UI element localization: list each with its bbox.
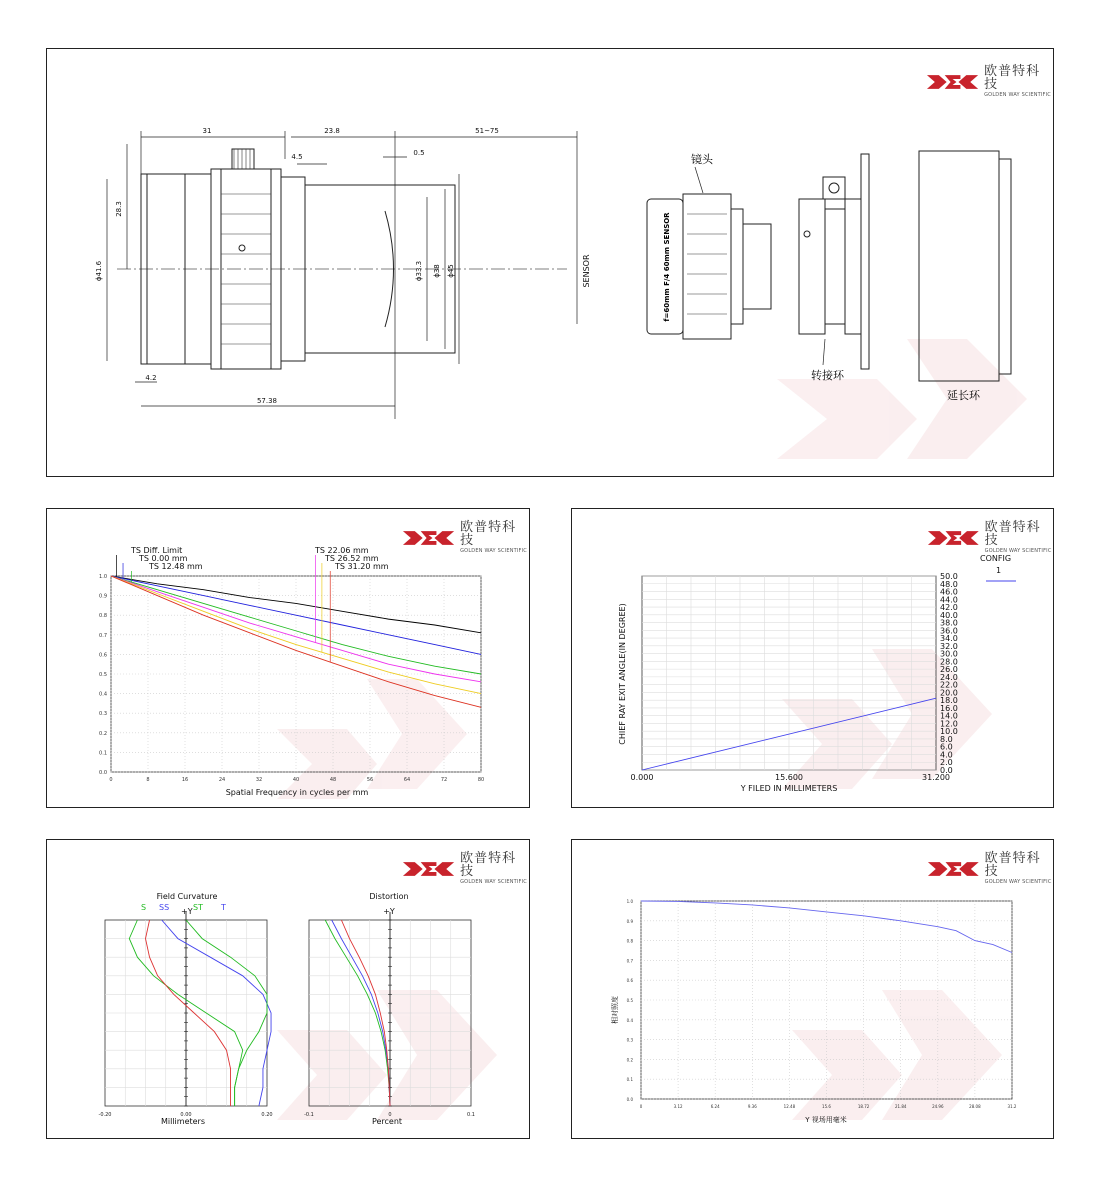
aberration-chart <box>47 840 529 1138</box>
cra-y-tick: 8.0 <box>940 734 953 744</box>
mtf-legend-3: TS 22.06 mm <box>315 546 369 555</box>
cra-y-tick: 42.0 <box>940 603 958 613</box>
mtf-legend-4: TS 26.52 mm <box>325 554 379 563</box>
dim-41-6: ϕ41.6 <box>95 260 103 282</box>
fc-x-tick: 0.00 <box>180 1112 192 1118</box>
ri-xlabel: Y 视场用毫米 <box>805 1116 847 1124</box>
mtf-x-tick: 48 <box>329 777 337 783</box>
cra-y-tick: 34.0 <box>940 634 958 644</box>
fc-legend-s: S <box>141 903 147 912</box>
dist-xlabel: Percent <box>371 1117 403 1126</box>
ri-y-tick: 0.5 <box>626 998 633 1003</box>
ri-y-tick: 0.7 <box>626 958 633 964</box>
drawing-panel <box>46 48 1054 477</box>
brand-name-cn: 欧普特科技 <box>984 851 1041 879</box>
dim-23-8: 23.8 <box>324 127 340 135</box>
ri-y-tick: 0.8 <box>626 938 633 944</box>
cra-x-tick: 0.000 <box>630 773 654 782</box>
dim-57-38: 57.38 <box>256 397 278 405</box>
mtf-legend-0: TS Diff. Limit <box>131 546 183 555</box>
ri-x-tick: 18.72 <box>857 1104 870 1109</box>
brand-name-en: GOLDEN WAY SCIENTIFIC <box>460 879 527 885</box>
brand-name-cn: 欧普特科技 <box>984 520 1041 548</box>
ri-x-tick: 0 <box>639 1104 643 1109</box>
illumination-panel <box>571 839 1054 1139</box>
ri-x-tick: 6.24 <box>710 1104 720 1109</box>
mtf-y-tick: 0.4 <box>99 691 107 698</box>
cra-config-value: 1 <box>996 566 1002 575</box>
mtf-legend-2: TS 12.48 mm <box>149 562 203 571</box>
cra-y-tick: 24.0 <box>940 672 958 682</box>
fc-xlabel: Millimeters <box>160 1117 206 1126</box>
mtf-x-tick: 80 <box>477 777 485 783</box>
mtf-legend-5: TS 31.20 mm <box>335 562 389 571</box>
mtf-y-tick: 0.3 <box>99 711 107 718</box>
cra-xlabel: Y FILED IN MILLIMETERS <box>740 784 838 793</box>
cra-x-tick: 15.600 <box>775 773 803 782</box>
ri-x-tick: 28.08 <box>969 1104 981 1109</box>
cra-y-tick: 38.0 <box>940 618 958 628</box>
fc-x-tick: 0.20 <box>261 1112 273 1118</box>
cra-y-tick: 16.0 <box>940 703 958 713</box>
adapter-label: 转接环 <box>811 369 844 382</box>
ri-x-tick: 21.84 <box>894 1104 907 1109</box>
cra-y-tick: 6.0 <box>940 742 953 752</box>
fc-legend-y: +Y <box>181 907 193 916</box>
cra-y-tick: 2.0 <box>940 758 953 768</box>
aberration-panel <box>46 839 530 1139</box>
mtf-x-tick: 72 <box>440 777 448 783</box>
brand-name-en: GOLDEN WAY SCIENTIFIC <box>460 548 527 554</box>
sensor-label: SENSOR <box>582 254 591 288</box>
cra-y-tick: 46.0 <box>940 587 958 597</box>
brand-name-cn: 欧普特科技 <box>460 851 517 879</box>
mtf-x-tick: 40 <box>292 777 300 783</box>
illumination-chart <box>572 840 1053 1138</box>
mtf-y-tick: 0.1 <box>99 750 107 757</box>
cra-y-tick: 10.0 <box>940 727 958 737</box>
ri-y-tick: 0.9 <box>626 918 633 924</box>
cra-panel <box>571 508 1054 808</box>
brand-name-en: GOLDEN WAY SCIENTIFIC <box>984 548 1052 554</box>
mtf-y-tick: 0.8 <box>99 613 107 620</box>
mtf-y-tick: 0.2 <box>99 730 107 737</box>
ri-y-tick: 1.0 <box>626 899 633 904</box>
cra-y-tick: 50.0 <box>940 572 958 581</box>
cra-x-tick: 31.200 <box>922 773 950 782</box>
mtf-panel <box>46 508 530 808</box>
cra-y-tick: 22.0 <box>940 680 958 690</box>
cra-y-tick: 20.0 <box>940 688 958 698</box>
ri-ylabel: 相对照度 <box>611 996 619 1024</box>
brand-name-en: GOLDEN WAY SCIENTIFIC <box>984 92 1051 98</box>
dist-axis-label: +Y <box>383 907 395 916</box>
fc-legend-ss: SS <box>159 903 170 912</box>
mtf-y-tick: 0.7 <box>99 632 107 639</box>
brand-name-en: GOLDEN WAY SCIENTIFIC <box>984 879 1052 885</box>
cra-y-tick: 40.0 <box>940 610 958 620</box>
mtf-y-tick: 0.6 <box>99 652 107 659</box>
ri-series-line <box>641 901 1012 952</box>
lens-label: 镜头 <box>691 153 713 166</box>
dist-x-tick: 0.1 <box>467 1112 475 1118</box>
brand-name-cn: 欧普特科技 <box>984 64 1041 92</box>
dim-28-3: 28.3 <box>115 201 123 217</box>
dim-0-5: 0.5 <box>413 149 425 157</box>
dim-38: ϕ38 <box>433 264 441 278</box>
mtf-x-tick: 56 <box>366 777 374 783</box>
mtf-legend-1: TS 0.00 mm <box>139 554 188 563</box>
cra-chart <box>572 509 1053 807</box>
ri-y-tick: 0.4 <box>626 1017 633 1023</box>
cra-y-tick: 32.0 <box>940 641 958 651</box>
fc-x-tick: -0.20 <box>98 1112 112 1118</box>
cra-y-tick: 12.0 <box>940 719 958 729</box>
mtf-x-tick: 64 <box>403 777 411 783</box>
dim-33-3: ϕ33.3 <box>415 260 423 282</box>
ri-x-tick: 24.96 <box>932 1104 944 1109</box>
dist-x-tick: 0 <box>388 1112 392 1118</box>
dim-51-75: 51~75 <box>475 127 499 135</box>
ri-x-tick: 9.36 <box>747 1104 757 1109</box>
mtf-y-tick: 0.5 <box>99 672 107 678</box>
ri-y-tick: 0.0 <box>626 1097 633 1102</box>
mtf-y-tick: 0.0 <box>99 770 107 776</box>
watermark <box>777 339 1027 459</box>
mtf-x-tick: 8 <box>146 777 150 783</box>
cra-y-tick: 44.0 <box>940 595 958 605</box>
mtf-y-tick: 1.0 <box>99 574 107 580</box>
fc-legend-t: T <box>221 903 226 912</box>
dist-title: Distortion <box>369 892 409 901</box>
ri-x-tick: 12.48 <box>783 1104 796 1109</box>
ri-y-tick: 0.6 <box>626 978 633 984</box>
cra-y-tick: 26.0 <box>940 665 958 675</box>
extension-label: 延长环 <box>947 389 980 402</box>
mtf-x-tick: 16 <box>181 777 189 783</box>
cra-y-tick: 48.0 <box>940 579 958 589</box>
mtf-chart <box>47 509 529 807</box>
cra-y-tick: 36.0 <box>940 626 958 636</box>
dist-x-tick: -0.1 <box>304 1112 314 1118</box>
cra-config-label: CONFIG <box>980 554 1012 563</box>
mtf-y-tick: 0.9 <box>99 593 107 600</box>
ri-y-tick: 0.2 <box>626 1057 633 1063</box>
mtf-x-tick: 24 <box>218 777 226 783</box>
cra-y-tick: 30.0 <box>940 649 958 659</box>
cra-y-tick: 4.0 <box>940 750 953 760</box>
cra-y-tick: 18.0 <box>940 696 958 706</box>
fc-legend-st: ST <box>193 903 203 912</box>
lens-body-text: f=60mm F/4 60mm SENSOR <box>663 212 671 322</box>
dim-31: 31 <box>202 127 212 135</box>
ri-y-tick: 0.3 <box>626 1037 633 1043</box>
brand-name-cn: 欧普特科技 <box>460 520 517 548</box>
cra-y-tick: 14.0 <box>940 711 958 721</box>
dim-4-2: 4.2 <box>145 374 157 382</box>
dim-45: ϕ45 <box>447 264 455 278</box>
ri-x-tick: 3.12 <box>673 1104 683 1109</box>
ri-x-tick: 15.6 <box>822 1104 831 1109</box>
ri-x-tick: 31.2 <box>1007 1104 1017 1109</box>
watermark <box>792 990 1002 1120</box>
lens-drawing <box>47 49 1053 476</box>
ri-y-tick: 0.1 <box>626 1077 633 1083</box>
fc-title: Field Curvature <box>156 892 218 901</box>
mtf-x-tick: 0 <box>109 777 113 783</box>
mtf-xlabel: Spatial Frequency in cycles per mm <box>225 788 369 797</box>
cra-y-tick: 28.0 <box>940 657 958 667</box>
cra-y-tick: 0.0 <box>940 766 953 775</box>
dim-4-5: 4.5 <box>291 153 303 161</box>
mtf-x-tick: 32 <box>255 777 263 783</box>
cra-ylabel: CHIEF RAY EXIT ANGLE(IN DEGREE) <box>618 603 627 745</box>
